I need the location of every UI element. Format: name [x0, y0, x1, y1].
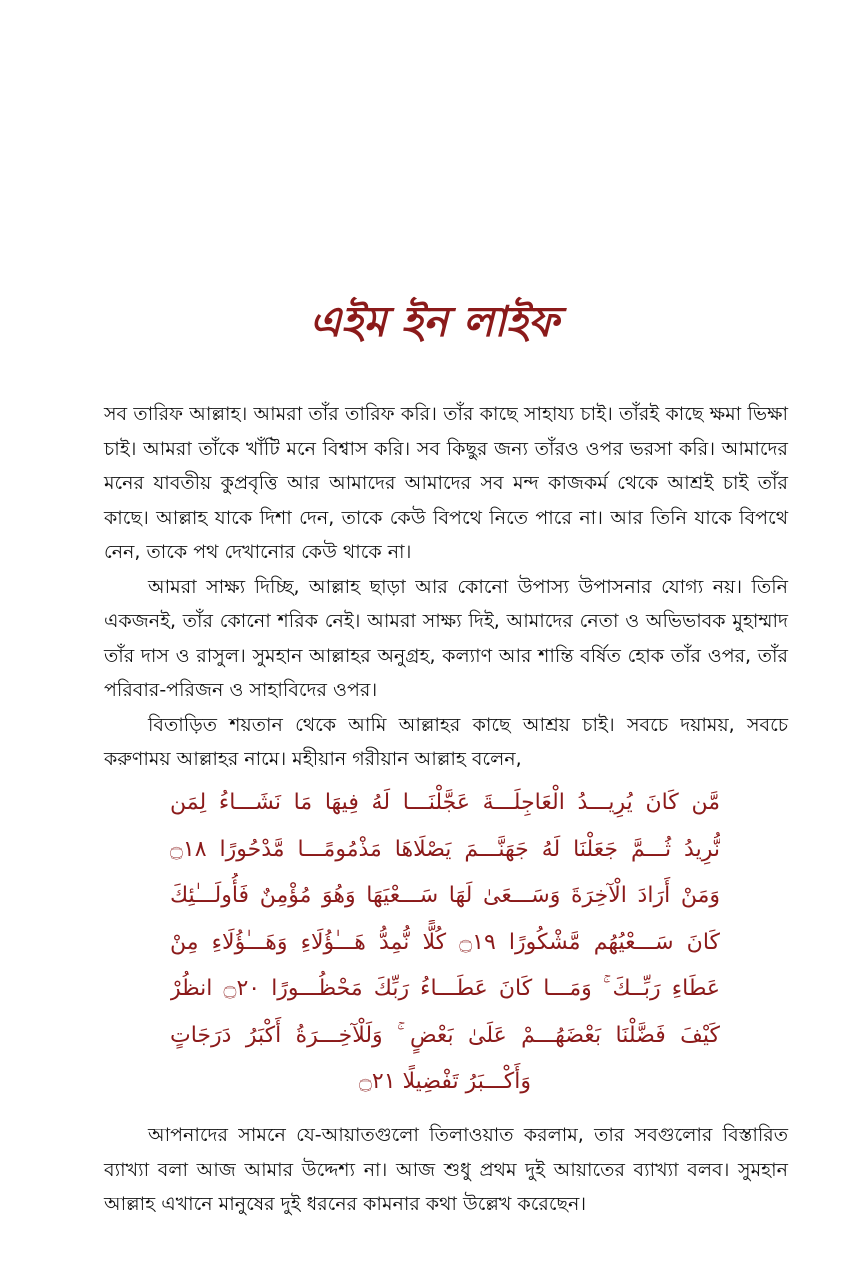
recitation-text — [104, 1118, 788, 1222]
arabic-verse-line: كَيْفَ فَضَّلْنَا بَعْضَهُـــمْ عَلَىٰ بَعْضٍ ۚ وَلَلْآخِـــرَةُ أَكْبَرُ دَرَجَاتٍ — [170, 1022, 720, 1048]
paragraph-praise: সব তারিফ আল্লাহ। আমরা তাঁর তারিফ করি। তাঁর কাছে সাহায্য চাই। তাঁরই কাছে ক্ষমা ভিক্ষা চাই। আমরা তাঁকে খাঁটি মনে বিশ্বাস করি। সব কিছুর জন্য তাঁরও ওপর ভরসা করি। আমাদের মনের যাবতীয় কুপ্রবৃত্তি আর আমাদের আমাদের সব মন্দ কাজকর্ম থেকে আশ্রই চাই তাঁর কাছে। আল্লাহ যাকে দিশা দেন, তাকে কেউ বিপথে নিতে পারে না। আর তিনি যাকে বিপথে নেন, তাকে পথ দেখানোর কেউ থাকে না। — [104, 403, 788, 563]
arabic-verse-line: وَمَنْ أَرَادَ الْآخِرَةَ وَسَـــعَىٰ لَهَا سَـــعْيَهَا وَهُوَ مُؤْمِنٌ فَأُولَـــٰئِكَ — [170, 883, 720, 908]
intro-text — [104, 397, 788, 777]
arabic-verse-line: عَطَاءِ رَبِّــكَ ۚ وَمَـــا كَانَ عَطَـــاءُ رَبِّكَ مَحْظُـــورًا ۝٢٠ انظُرْ — [170, 976, 720, 1001]
arabic-verse-line: نُّرِيدُ ثُـــمَّ جَعَلْنَا لَهُ جَهَنَّـــمَ يَصْلَاهَا مَذْمُومًـــا مَّدْحُورًا ۝١٨ — [170, 836, 720, 862]
chapter-title: এইম ইন লাইফ — [309, 297, 559, 346]
arabic-verse-line: مَّن كَانَ يُرِيـــدُ الْعَاجِلَـــةَ عَجَّلْنَـــا لَهُ فِيهَا مَا نَشَـــاءُ لِمَن — [170, 790, 720, 815]
paragraph-testimony: আমরা সাক্ষ্য দিচ্ছি, আল্লাহ ছাড়া আর কোনো উপাস্য উপাসনার যোগ্য নয়। তিনি একজনই, তাঁর কোনো শরিক নেই। আমরা সাক্ষ্য দিই, আমাদের নেতা ও অভিভাবক মুহাম্মাদ তাঁর দাস ও রাসুল। সুমহান আল্লাহর অনুগ্রহ, কল্যাণ আর শান্তি বর্ষিত হোক তাঁর ওপর, তাঁর পরিবার-পরিজন ও সাহাবিদের ওপর। — [104, 575, 788, 701]
paragraph-seeking-refuge: বিতাড়িত শয়তান থেকে আমি আল্লাহর কাছে আশ্রয় চাই। সবচে দয়াময়, সবচে করুণাময় আল্লাহর নামে। মহীয়ান গরীয়ান আল্লাহ বলেন, — [104, 713, 788, 770]
arabic-verse-line: وَأَكْـــبَرُ تَفْضِيلًا ۝٢١ — [359, 1069, 531, 1094]
paragraph-recitation: আপনাদের সামনে যে-আয়াতগুলো তিলাওয়াত করলাম, তার সবগুলোর বিস্তারিত ব্যাখ্যা বলা আজ আমার উদ্দেশ্য না। আজ শুধু প্রথম দুই আয়াতের ব্যাখ্যা বলব। সুমহান আল্লাহ এখানে মানুষের দুই ধরনের কামনার কথা উল্লেখ করেছেন। — [104, 1124, 788, 1215]
quran-verses — [170, 780, 720, 1106]
arabic-verse-line: كَانَ سَـــعْيُهُم مَّشْكُورًا ۝١٩ كُلًّا نُّمِدُّ هَـــٰؤُلَاءِ وَهَـــٰؤُلَاءِ مِنْ — [170, 929, 720, 955]
